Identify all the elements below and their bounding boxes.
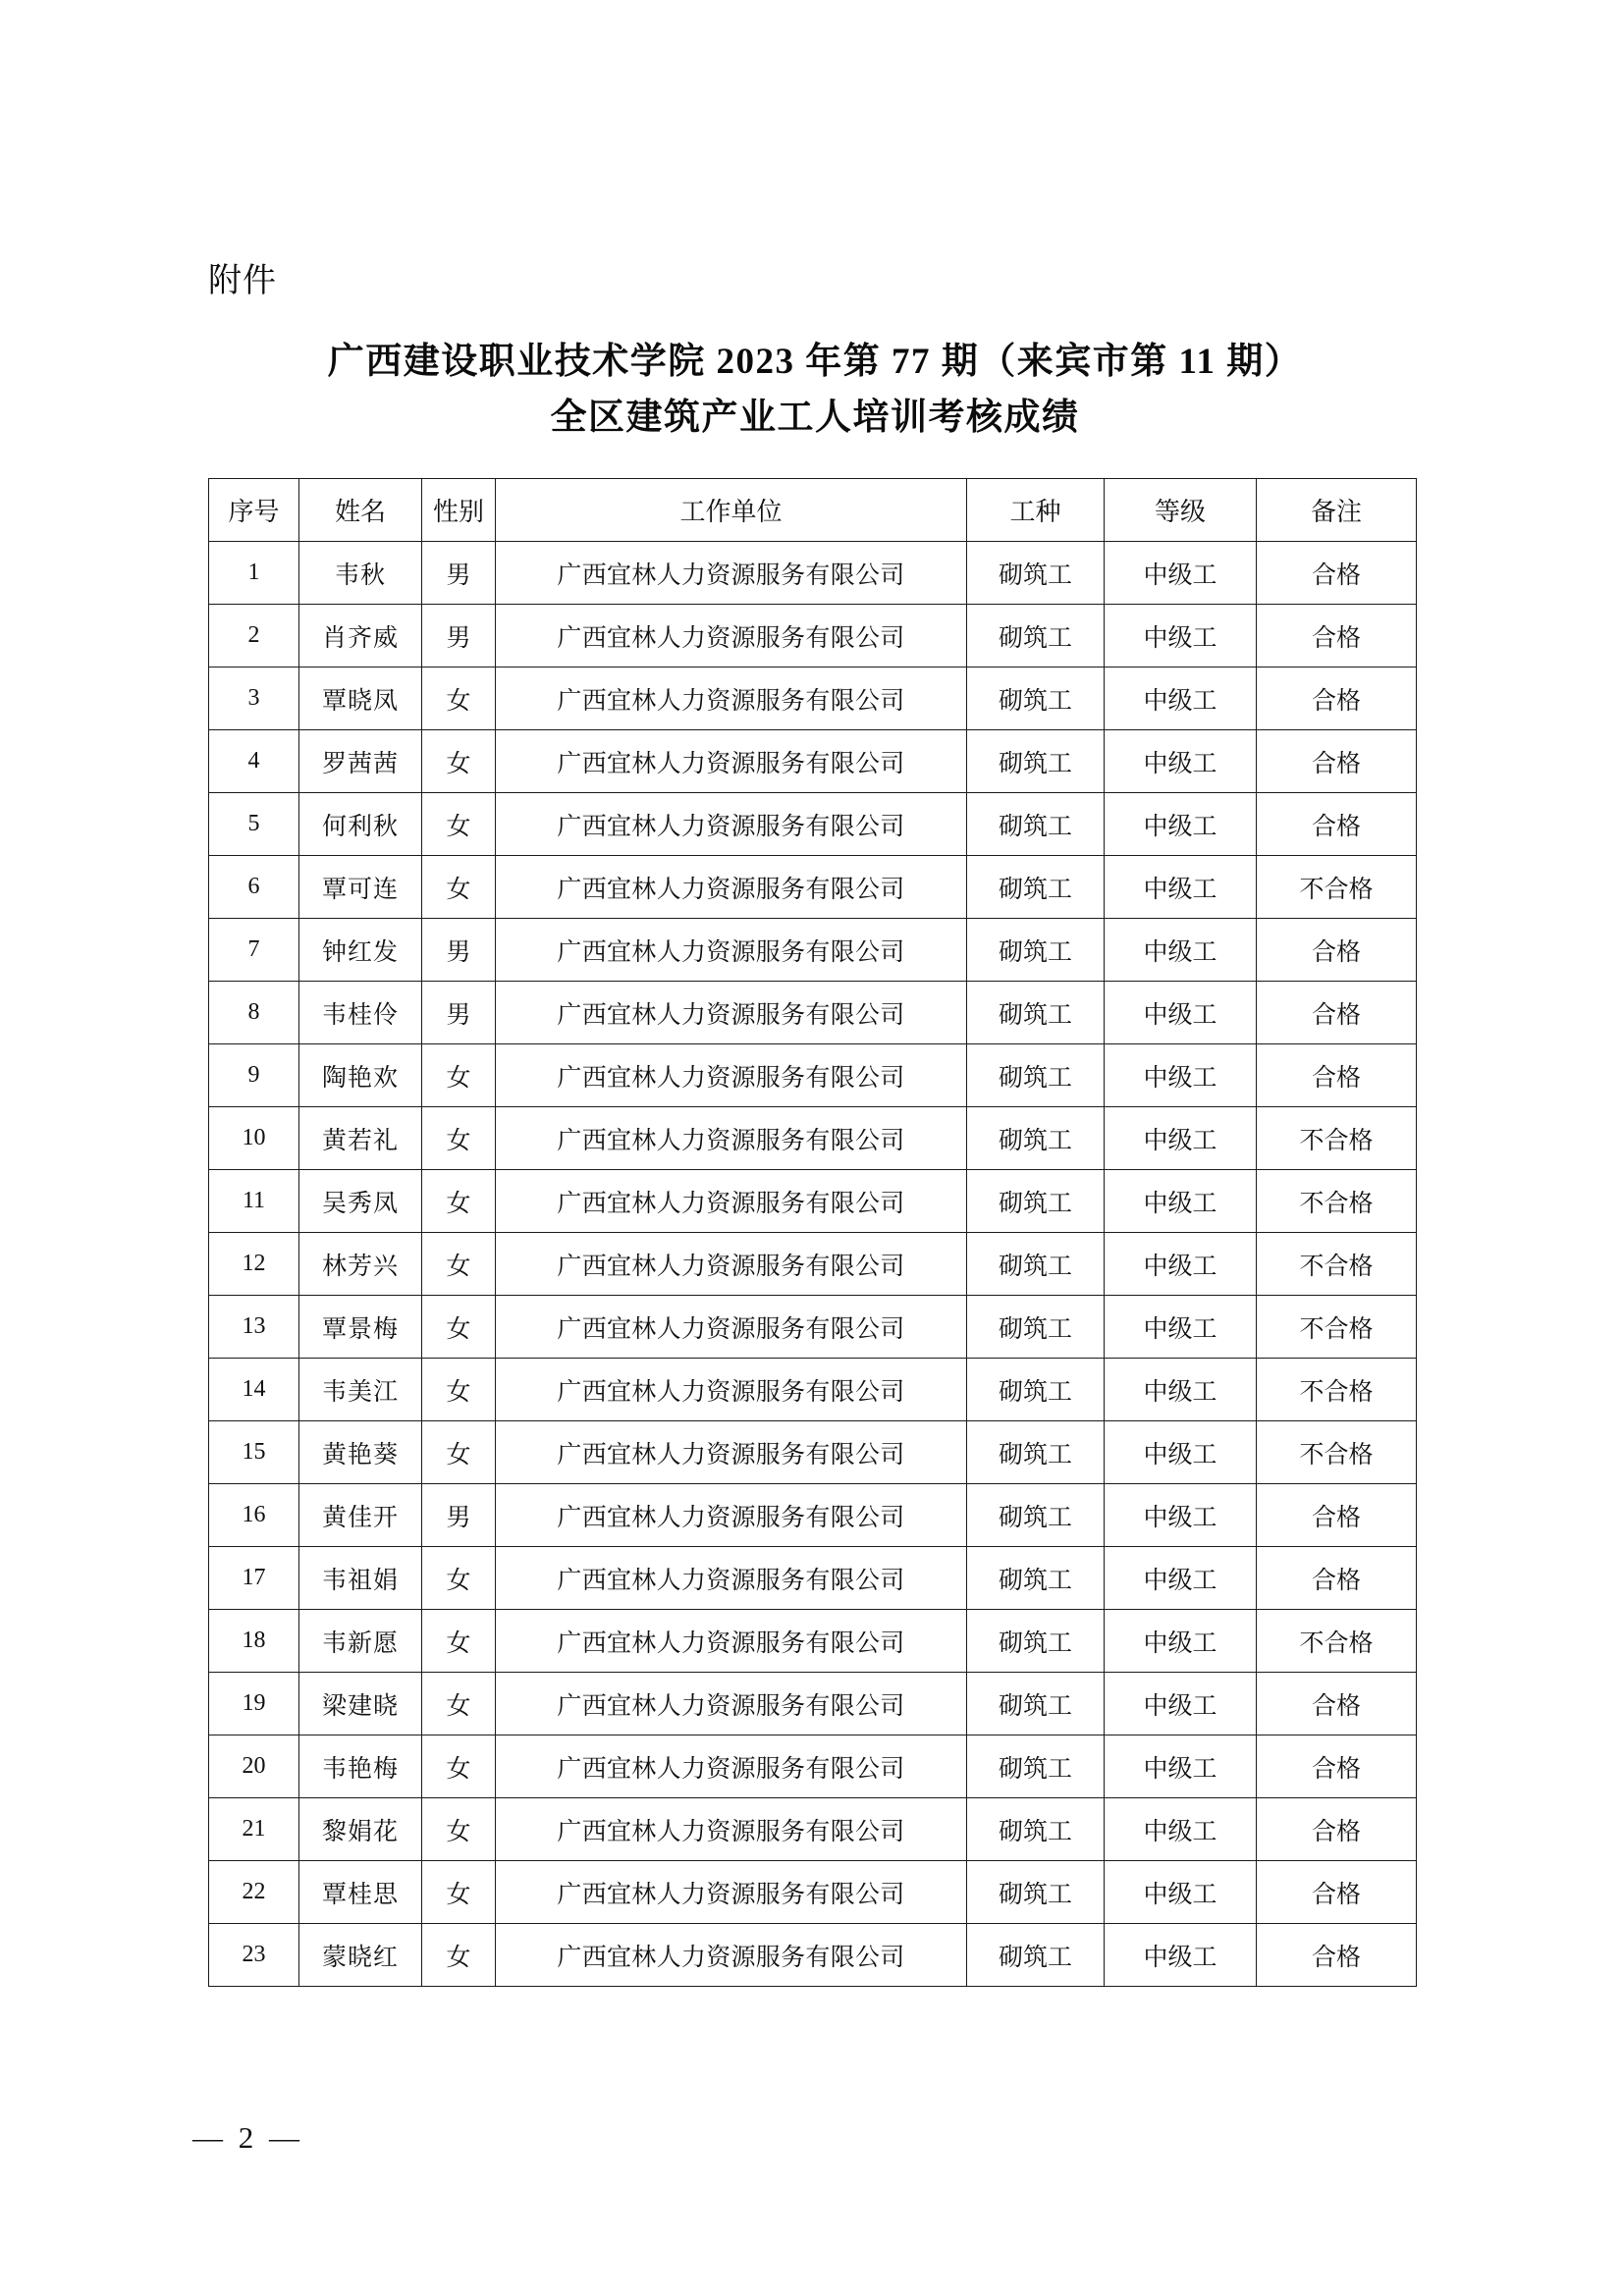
cell-sex: 女 [422, 1673, 496, 1735]
cell-level: 中级工 [1105, 1107, 1257, 1170]
cell-remark: 合格 [1257, 1861, 1417, 1924]
cell-worktype: 砌筑工 [967, 730, 1105, 793]
cell-sex: 女 [422, 730, 496, 793]
cell-sex: 女 [422, 1861, 496, 1924]
cell-sex: 女 [422, 1610, 496, 1673]
cell-level: 中级工 [1105, 605, 1257, 667]
cell-level: 中级工 [1105, 982, 1257, 1044]
page-title-line-1: 广西建设职业技术学院 2023 年第 77 期（来宾市第 11 期） [327, 342, 1303, 382]
cell-remark: 合格 [1257, 1547, 1417, 1610]
cell-unit: 广西宜林人力资源服务有限公司 [496, 793, 967, 856]
cell-worktype: 砌筑工 [967, 919, 1105, 982]
cell-name: 何利秋 [299, 793, 422, 856]
cell-unit: 广西宜林人力资源服务有限公司 [496, 605, 967, 667]
cell-remark: 不合格 [1257, 1170, 1417, 1233]
cell-unit: 广西宜林人力资源服务有限公司 [496, 1924, 967, 1987]
cell-remark: 合格 [1257, 542, 1417, 605]
cell-unit: 广西宜林人力资源服务有限公司 [496, 542, 967, 605]
cell-unit: 广西宜林人力资源服务有限公司 [496, 1798, 967, 1861]
cell-name: 黄若礼 [299, 1107, 422, 1170]
cell-level: 中级工 [1105, 1547, 1257, 1610]
cell-level: 中级工 [1105, 1861, 1257, 1924]
cell-sex: 女 [422, 1735, 496, 1798]
cell-name: 黎娟花 [299, 1798, 422, 1861]
cell-name: 陶艳欢 [299, 1044, 422, 1107]
column-header-index: 序号 [209, 479, 299, 542]
cell-level: 中级工 [1105, 1233, 1257, 1296]
cell-level: 中级工 [1105, 1421, 1257, 1484]
cell-sex: 男 [422, 982, 496, 1044]
cell-index: 15 [209, 1421, 299, 1484]
table-row [209, 667, 1417, 730]
cell-unit: 广西宜林人力资源服务有限公司 [496, 1610, 967, 1673]
cell-sex: 女 [422, 1170, 496, 1233]
cell-worktype: 砌筑工 [967, 1861, 1105, 1924]
cell-level: 中级工 [1105, 1610, 1257, 1673]
cell-sex: 女 [422, 1547, 496, 1610]
cell-name: 韦桂伶 [299, 982, 422, 1044]
cell-level: 中级工 [1105, 542, 1257, 605]
cell-level: 中级工 [1105, 1798, 1257, 1861]
cell-index: 14 [209, 1359, 299, 1421]
cell-remark: 合格 [1257, 667, 1417, 730]
cell-sex: 女 [422, 1359, 496, 1421]
column-header-sex: 性别 [422, 479, 496, 542]
table-row [209, 1924, 1417, 1987]
cell-level: 中级工 [1105, 793, 1257, 856]
cell-remark: 不合格 [1257, 1421, 1417, 1484]
table-row [209, 542, 1417, 605]
cell-worktype: 砌筑工 [967, 1735, 1105, 1798]
attachment-label: 附件 [208, 263, 277, 299]
cell-index: 23 [209, 1924, 299, 1987]
cell-unit: 广西宜林人力资源服务有限公司 [496, 1735, 967, 1798]
cell-level: 中级工 [1105, 919, 1257, 982]
cell-worktype: 砌筑工 [967, 982, 1105, 1044]
page-title [196, 334, 1433, 447]
cell-unit: 广西宜林人力资源服务有限公司 [496, 1484, 967, 1547]
table-row [209, 919, 1417, 982]
cell-unit: 广西宜林人力资源服务有限公司 [496, 1044, 967, 1107]
table-row [209, 1421, 1417, 1484]
table-row [209, 1044, 1417, 1107]
table-row [209, 730, 1417, 793]
cell-worktype: 砌筑工 [967, 856, 1105, 919]
cell-index: 13 [209, 1296, 299, 1359]
cell-worktype: 砌筑工 [967, 1044, 1105, 1107]
cell-name: 覃桂思 [299, 1861, 422, 1924]
column-header-name: 姓名 [299, 479, 422, 542]
cell-worktype: 砌筑工 [967, 1359, 1105, 1421]
cell-index: 17 [209, 1547, 299, 1610]
cell-unit: 广西宜林人力资源服务有限公司 [496, 919, 967, 982]
cell-level: 中级工 [1105, 856, 1257, 919]
table-row [209, 1798, 1417, 1861]
cell-level: 中级工 [1105, 730, 1257, 793]
cell-index: 7 [209, 919, 299, 982]
cell-name: 吴秀凤 [299, 1170, 422, 1233]
cell-unit: 广西宜林人力资源服务有限公司 [496, 667, 967, 730]
cell-remark: 不合格 [1257, 1359, 1417, 1421]
cell-index: 18 [209, 1610, 299, 1673]
cell-index: 10 [209, 1107, 299, 1170]
cell-sex: 男 [422, 1484, 496, 1547]
cell-worktype: 砌筑工 [967, 1547, 1105, 1610]
cell-unit: 广西宜林人力资源服务有限公司 [496, 1547, 967, 1610]
cell-index: 19 [209, 1673, 299, 1735]
cell-remark: 合格 [1257, 605, 1417, 667]
cell-index: 12 [209, 1233, 299, 1296]
cell-sex: 女 [422, 1798, 496, 1861]
cell-index: 1 [209, 542, 299, 605]
cell-remark: 合格 [1257, 919, 1417, 982]
cell-remark: 合格 [1257, 1673, 1417, 1735]
cell-index: 9 [209, 1044, 299, 1107]
cell-sex: 男 [422, 542, 496, 605]
cell-level: 中级工 [1105, 1924, 1257, 1987]
cell-sex: 男 [422, 605, 496, 667]
cell-name: 蒙晓红 [299, 1924, 422, 1987]
cell-remark: 合格 [1257, 1044, 1417, 1107]
cell-name: 梁建晓 [299, 1673, 422, 1735]
cell-remark: 合格 [1257, 982, 1417, 1044]
cell-name: 韦艳梅 [299, 1735, 422, 1798]
column-header-unit: 工作单位 [496, 479, 967, 542]
cell-index: 4 [209, 730, 299, 793]
cell-level: 中级工 [1105, 1484, 1257, 1547]
cell-sex: 女 [422, 1107, 496, 1170]
cell-sex: 女 [422, 1924, 496, 1987]
cell-worktype: 砌筑工 [967, 1610, 1105, 1673]
cell-sex: 女 [422, 1233, 496, 1296]
cell-name: 肖齐威 [299, 605, 422, 667]
cell-sex: 男 [422, 919, 496, 982]
table-row [209, 1359, 1417, 1421]
cell-name: 韦新愿 [299, 1610, 422, 1673]
page-number: — 2 — [192, 2120, 303, 2155]
cell-index: 21 [209, 1798, 299, 1861]
cell-index: 6 [209, 856, 299, 919]
cell-unit: 广西宜林人力资源服务有限公司 [496, 1233, 967, 1296]
cell-worktype: 砌筑工 [967, 667, 1105, 730]
cell-index: 11 [209, 1170, 299, 1233]
table-header-row [209, 479, 1417, 542]
cell-name: 钟红发 [299, 919, 422, 982]
page-title-line-2: 全区建筑产业工人培训考核成绩 [550, 398, 1080, 439]
cell-unit: 广西宜林人力资源服务有限公司 [496, 730, 967, 793]
cell-remark: 不合格 [1257, 1107, 1417, 1170]
cell-remark: 合格 [1257, 793, 1417, 856]
table-row [209, 1484, 1417, 1547]
cell-name: 韦美江 [299, 1359, 422, 1421]
cell-level: 中级工 [1105, 1735, 1257, 1798]
cell-level: 中级工 [1105, 1044, 1257, 1107]
cell-name: 林芳兴 [299, 1233, 422, 1296]
cell-index: 22 [209, 1861, 299, 1924]
cell-name: 罗茜茜 [299, 730, 422, 793]
cell-remark: 不合格 [1257, 1296, 1417, 1359]
table-row [209, 605, 1417, 667]
cell-index: 20 [209, 1735, 299, 1798]
cell-unit: 广西宜林人力资源服务有限公司 [496, 1673, 967, 1735]
cell-unit: 广西宜林人力资源服务有限公司 [496, 982, 967, 1044]
cell-remark: 不合格 [1257, 856, 1417, 919]
cell-name: 黄佳开 [299, 1484, 422, 1547]
cell-level: 中级工 [1105, 1296, 1257, 1359]
cell-remark: 合格 [1257, 1735, 1417, 1798]
cell-worktype: 砌筑工 [967, 1421, 1105, 1484]
cell-worktype: 砌筑工 [967, 1484, 1105, 1547]
table-row [209, 1170, 1417, 1233]
cell-sex: 女 [422, 667, 496, 730]
cell-index: 16 [209, 1484, 299, 1547]
cell-remark: 合格 [1257, 1924, 1417, 1987]
cell-index: 3 [209, 667, 299, 730]
results-table [208, 478, 1417, 1987]
cell-index: 5 [209, 793, 299, 856]
cell-level: 中级工 [1105, 1673, 1257, 1735]
cell-worktype: 砌筑工 [967, 542, 1105, 605]
cell-worktype: 砌筑工 [967, 1673, 1105, 1735]
cell-name: 覃景梅 [299, 1296, 422, 1359]
cell-sex: 女 [422, 1044, 496, 1107]
cell-worktype: 砌筑工 [967, 1924, 1105, 1987]
cell-name: 韦祖娟 [299, 1547, 422, 1610]
table-row [209, 793, 1417, 856]
table-row [209, 1861, 1417, 1924]
column-header-level: 等级 [1105, 479, 1257, 542]
cell-worktype: 砌筑工 [967, 1170, 1105, 1233]
cell-name: 黄艳葵 [299, 1421, 422, 1484]
cell-sex: 女 [422, 1421, 496, 1484]
table-row [209, 1296, 1417, 1359]
cell-unit: 广西宜林人力资源服务有限公司 [496, 1861, 967, 1924]
cell-unit: 广西宜林人力资源服务有限公司 [496, 1107, 967, 1170]
cell-index: 8 [209, 982, 299, 1044]
cell-sex: 女 [422, 1296, 496, 1359]
table-row [209, 1233, 1417, 1296]
cell-worktype: 砌筑工 [967, 1233, 1105, 1296]
cell-worktype: 砌筑工 [967, 1107, 1105, 1170]
cell-sex: 女 [422, 793, 496, 856]
table-row [209, 1610, 1417, 1673]
cell-worktype: 砌筑工 [967, 1296, 1105, 1359]
cell-level: 中级工 [1105, 667, 1257, 730]
table-row [209, 1735, 1417, 1798]
cell-index: 2 [209, 605, 299, 667]
cell-unit: 广西宜林人力资源服务有限公司 [496, 1170, 967, 1233]
cell-worktype: 砌筑工 [967, 793, 1105, 856]
cell-worktype: 砌筑工 [967, 1798, 1105, 1861]
cell-worktype: 砌筑工 [967, 605, 1105, 667]
cell-name: 覃可连 [299, 856, 422, 919]
table-row [209, 1547, 1417, 1610]
table-row [209, 1107, 1417, 1170]
cell-level: 中级工 [1105, 1359, 1257, 1421]
cell-remark: 合格 [1257, 1798, 1417, 1861]
table-row [209, 1673, 1417, 1735]
cell-remark: 合格 [1257, 730, 1417, 793]
cell-sex: 女 [422, 856, 496, 919]
cell-unit: 广西宜林人力资源服务有限公司 [496, 1296, 967, 1359]
cell-remark: 合格 [1257, 1484, 1417, 1547]
cell-unit: 广西宜林人力资源服务有限公司 [496, 856, 967, 919]
cell-name: 韦秋 [299, 542, 422, 605]
cell-name: 覃晓凤 [299, 667, 422, 730]
cell-unit: 广西宜林人力资源服务有限公司 [496, 1421, 967, 1484]
cell-level: 中级工 [1105, 1170, 1257, 1233]
column-header-remark: 备注 [1257, 479, 1417, 542]
column-header-worktype: 工种 [967, 479, 1105, 542]
cell-unit: 广西宜林人力资源服务有限公司 [496, 1359, 967, 1421]
table-row [209, 856, 1417, 919]
cell-remark: 不合格 [1257, 1610, 1417, 1673]
table-row [209, 982, 1417, 1044]
cell-remark: 不合格 [1257, 1233, 1417, 1296]
